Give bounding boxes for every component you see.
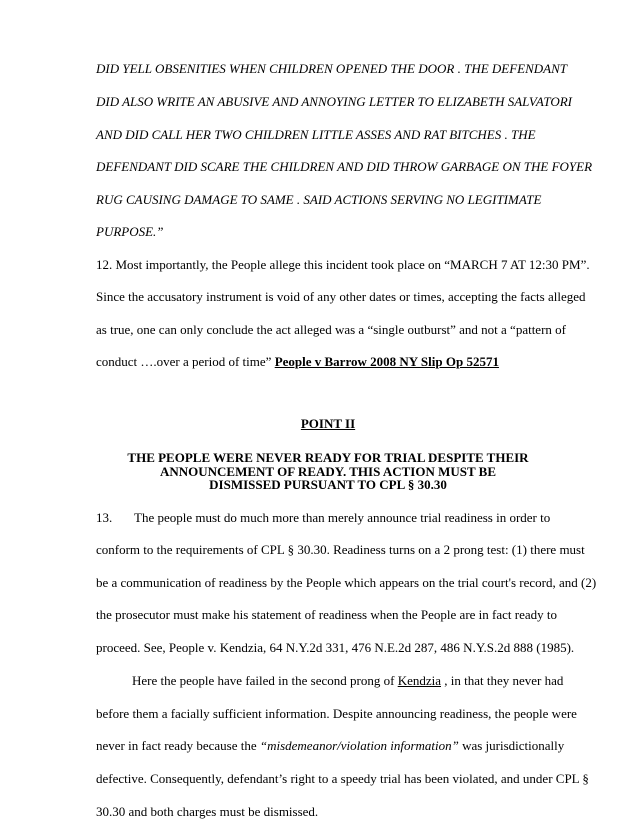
para14-line-2: before them a facially sufficient information. Despite announcing readiness, the people were bbox=[96, 705, 577, 721]
para12-line-3: as true, one can only conclude the act alleged was a “single outburst” and not a “pattern of bbox=[96, 321, 566, 337]
para12-line-1: 12. Most importantly, the People allege this incident took place on “MARCH 7 AT 12:30 PM”. bbox=[96, 256, 590, 272]
para14-italic-term: “misdemeanor/violation information” bbox=[259, 738, 459, 754]
quote-line-6: PURPOSE.” bbox=[96, 224, 164, 240]
para13-line-2: conform to the requirements of CPL § 30.30. Readiness turns on a 2 prong test: (1) there must bbox=[96, 542, 585, 558]
para14-line-1-b: , in that they never had bbox=[441, 673, 564, 689]
quote-line-4: DEFENDANT DID SCARE THE CHILDREN AND DID THROW GARBAGE ON THE FOYER bbox=[96, 159, 593, 175]
para14-line-3 bbox=[96, 738, 564, 754]
para13-line-5: proceed. See, People v. Kendzia, 64 N.Y.2d 331, 476 N.E.2d 287, 486 N.Y.S.2d 888 (1985). bbox=[96, 639, 575, 655]
quote-line-5: RUG CAUSING DAMAGE TO SAME . SAID ACTIONS SERVING NO LEGITIMATE bbox=[96, 191, 542, 207]
para12-line-4-text: conduct ….over a period of time” bbox=[96, 354, 275, 370]
subheading-line-1: THE PEOPLE WERE NEVER READY FOR TRIAL DESPITE THEIR bbox=[127, 450, 529, 466]
case-citation-barrow: People v Barrow 2008 NY Slip Op 52571 bbox=[274, 354, 499, 370]
case-citation-kendzia: Kendzia bbox=[397, 673, 441, 689]
point-heading: POINT II bbox=[300, 415, 356, 431]
para13-line-1: The people must do much more than merely announce trial readiness in order to bbox=[134, 509, 551, 525]
para13-line-4: the prosecutor must make his statement of readiness when the People are in fact ready to bbox=[96, 607, 557, 623]
para12-line-2: Since the accusatory instrument is void of any other dates or times, accepting the facts alleged bbox=[96, 289, 586, 305]
quote-line-2: DID ALSO WRITE AN ABUSIVE AND ANNOYING LETTER TO ELIZABETH SALVATORI bbox=[96, 93, 572, 109]
para12-line-4 bbox=[96, 354, 499, 370]
quote-line-1: DID YELL OBSENITIES WHEN CHILDREN OPENED THE DOOR . THE DEFENDANT bbox=[96, 61, 568, 77]
para14-line-4: defective. Consequently, defendant’s right to a speedy trial has been violated, and under CPL § bbox=[96, 770, 589, 786]
para13-number: 13. bbox=[96, 509, 113, 525]
subheading-line-3: DISMISSED PURSUANT TO CPL § 30.30 bbox=[209, 477, 447, 493]
para14-line-1 bbox=[132, 673, 563, 689]
para13-line-3: be a communication of readiness by the People which appears on the trial court's record, and (2) bbox=[96, 574, 597, 590]
para14-line-3-b: was jurisdictionally bbox=[458, 738, 565, 754]
subheading-line-2: ANNOUNCEMENT OF READY. THIS ACTION MUST BE bbox=[159, 463, 497, 479]
para14-line-3-a: never in fact ready because the bbox=[96, 738, 260, 754]
para14-line-1-a: Here the people have failed in the second prong of bbox=[132, 673, 398, 689]
para14-line-5: 30.30 and both charges must be dismissed. bbox=[96, 803, 319, 819]
quote-line-3: AND DID CALL HER TWO CHILDREN LITTLE ASSES AND RAT BITCHES . THE bbox=[96, 126, 536, 142]
